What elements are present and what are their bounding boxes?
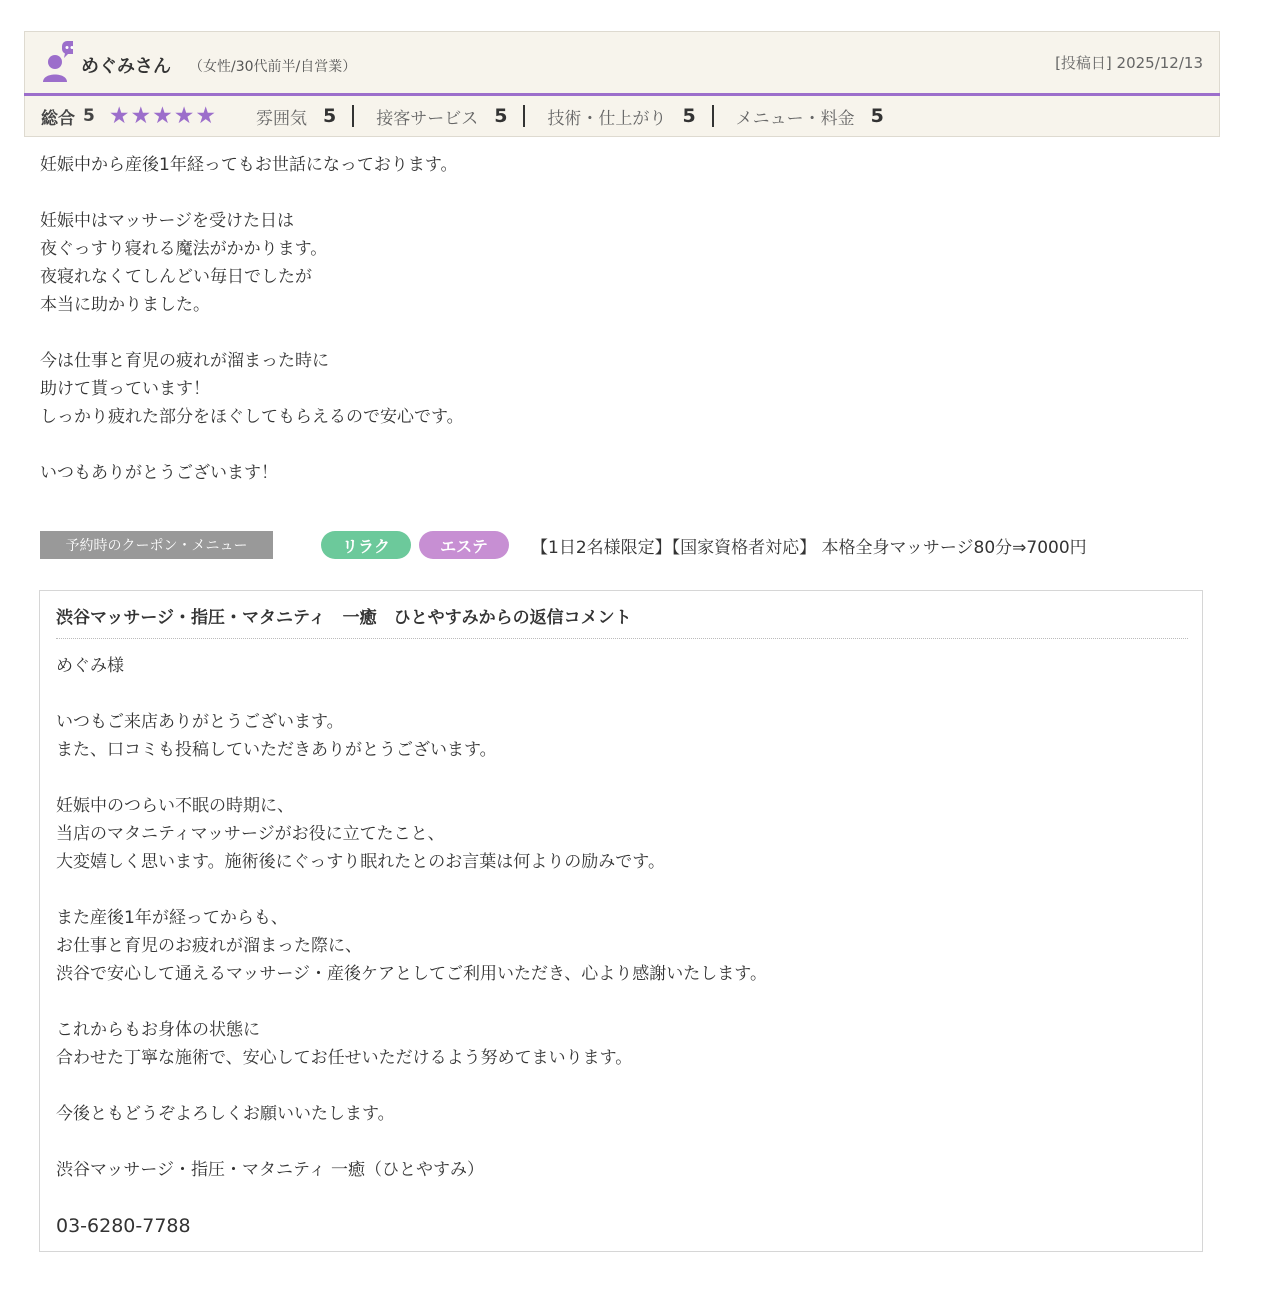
reply-box xyxy=(39,590,1203,1252)
coupon-menu-link[interactable]: 【1日2名様限定】【国家資格者対応】 本格全身マッサージ80分⇒7000円 xyxy=(531,537,1087,558)
rating-score: 5 xyxy=(322,105,337,127)
rating-score: 5 xyxy=(682,105,696,127)
divider xyxy=(523,105,525,127)
reply-title: 渋谷マッサージ・指圧・マタニティ 一癒 ひとやすみからの返信コメント xyxy=(56,603,1188,639)
divider xyxy=(712,105,714,127)
rating-label: 技術・仕上がり xyxy=(547,108,667,129)
tag-esthetic[interactable]: エステ xyxy=(419,531,509,559)
review-header xyxy=(24,31,1220,93)
star-icon: ★ xyxy=(130,102,152,129)
star-icon: ★ xyxy=(108,102,130,129)
rating-menu-price xyxy=(736,104,884,129)
reviewer-name: めぐみさん xyxy=(81,56,171,77)
rating-label: メニュー・料金 xyxy=(735,108,855,129)
divider xyxy=(352,105,354,127)
reviewer-avatar-icon xyxy=(41,40,73,84)
overall-label: 総合 xyxy=(41,108,75,129)
star-icon: ★ xyxy=(173,102,195,129)
star-rating xyxy=(108,102,216,129)
rating-atmosphere xyxy=(256,104,376,129)
rating-label: 接客サービス xyxy=(376,108,479,129)
rating-service xyxy=(376,104,547,129)
coupon-label: 予約時のクーポン・メニュー xyxy=(40,531,273,559)
rating-score: 5 xyxy=(494,105,508,127)
ratings-bar xyxy=(24,96,1220,137)
star-icon: ★ xyxy=(152,102,173,129)
star-icon: ★ xyxy=(195,102,216,129)
post-date: [投稿日] 2025/12/13 xyxy=(1055,54,1203,72)
rating-score: 5 xyxy=(870,105,884,127)
review-card xyxy=(24,31,1220,137)
review-body: 妊娠中から産後1年経ってもお世話になっております。 妊娠中はマッサージを受けた日は 夜ぐっすり寝れる魔法がかかります。 夜寝れなくてしんどい毎日でしたが 本当に助かりました。 今は仕事と育児の疲れが溜まった時に 助けて貰っています！ しっかり疲れた部分をほぐしてもらえるので安心です。 いつもありがとうございます！ xyxy=(40,155,464,483)
rating-label: 雰囲気 xyxy=(255,108,307,129)
overall-score: 5 xyxy=(83,106,95,126)
reviewer-meta: （女性/30代前半/自営業） xyxy=(189,59,357,75)
rating-technique xyxy=(547,104,735,129)
coupon-row xyxy=(40,530,1087,560)
tag-relax[interactable]: リラク xyxy=(321,531,411,559)
shop-phone[interactable]: 03-6280-7788 xyxy=(56,1215,191,1237)
reply-body: めぐみ様 いつもご来店ありがとうございます。 また、口コミも投稿していただきありがとうございます。 妊娠中のつらい不眠の時期に、 当店のマタニティマッサージがお役に立てたこと、 大変嬉しく思います。施術後にぐっすり眠れたとのお言葉は何よりの励みです。 また産後1年が経ってからも、 お仕事と育児のお疲れが溜まった際に、 渋谷で安心して通えるマッサージ・産後ケアとしてご利用いただき、心より感謝いたします。 これからもお身体の状態に 合わせた丁寧な施術で、安心してお任せいただけるよう努めてまいります。 今後ともどうぞよろしくお願いいたします。 渋谷マッサージ・指圧・マタニティ 一癒（ひとやすみ） xyxy=(56,656,767,1180)
